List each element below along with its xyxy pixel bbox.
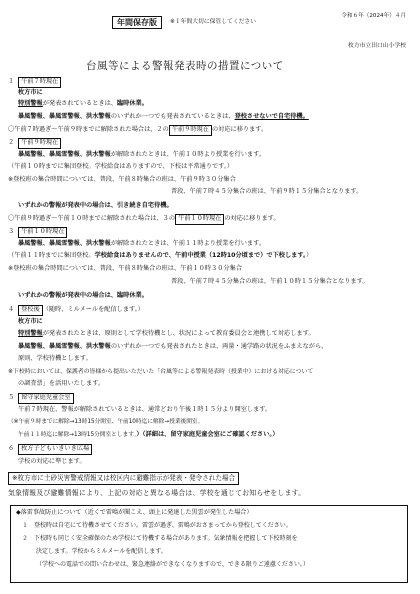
time-label: 留守家庭児童会室: [18, 393, 74, 404]
time-label: 枚方子どもいきいき広場: [18, 444, 92, 455]
s3-line-2: （午前１１時までに集団登校。学校給食はありませんので、午前中授業（12時10分頃まで）で下校します。）: [8, 252, 313, 259]
weather-notice: 気象情報及び避難情報により、上記の対応と異なる場合は、学校を通じてお知らせをします。: [8, 489, 306, 497]
s6-line-1: 学校の対応に準じます。: [18, 458, 86, 465]
s4-line-3: 原則、学校待機とします。: [18, 355, 92, 362]
lightning-item-3: 決定します。学校からミルメールを配信します。: [36, 548, 167, 555]
section-number: １: [8, 78, 15, 85]
section-3-heading: ３ 午前１０時現在: [8, 227, 67, 238]
s3-line-1: 暴風警報、暴風雪警報、洪水警報が解除されたときは、午前１１時より授業を行います。: [18, 240, 266, 247]
section-5-heading: ５ 留守家庭児童会室: [8, 393, 74, 404]
section-2-heading: ２ 午前９時現在: [8, 138, 61, 149]
s2-line-4: 普段、午前７時４５分集合の班は、午前９時１５分集合となります。: [171, 188, 363, 195]
section-1-heading: [8, 77, 61, 88]
s3-line-5: いずれかの警報が発表中の場合は、臨時休業。: [18, 292, 148, 299]
s4-line-1: 特別警報が発表されたときは、原則として学校待機とし、状況によって教育委員会と連携して対応します。: [18, 330, 315, 337]
s3-line-4: 普段、午前７時４５分集合の班は、午前１０時１５分集合となります。: [171, 278, 369, 285]
annual-stamp: 年間保存版: [112, 16, 162, 29]
time-label: 午前７時現在: [18, 77, 61, 88]
lightning-item-4: （学校への電話での問い合わせは、緊急連絡ができなくなりますので、できる限りご遠慮ください。）: [36, 561, 309, 568]
s1-line-2: 暴風警報、暴風雪警報、洪水警報のいずれか一つでも発表されているときは、登校させないで自宅待機。: [18, 113, 309, 120]
school-name: 枚方市立田口山小学校: [348, 43, 406, 49]
s2-line-2: （午前１０時までに集団登校。学校給食はありますので、下校は平常通りです。）: [8, 163, 234, 170]
s4-line-5: の調査票」を活用いたします。: [18, 380, 105, 387]
s2-line-5: いずれかの警報が発表中の場合は、引き続き自宅待機。: [18, 202, 173, 209]
s2-line-6: 〇午前９時過ぎ～午前１０時までに解除された場合は、３の 午前１０時現在 の対応に移ります。: [8, 214, 280, 225]
target-area: 枚方市に: [18, 318, 43, 325]
s4-line-2: 暴風警報、暴風雪警報、洪水警報のいずれか一つでも発表されたときは、両量・通学路の状況をふまえながら、: [18, 343, 328, 350]
time-label: 午前１０時現在: [18, 227, 67, 238]
s2-line-1: 暴風警報、暴風雪警報、洪水警報が解除されたときは、午前１０時より授業を行います。: [18, 151, 266, 158]
s1-line-1: 特別警報が発表されているときは、臨時休業。: [18, 100, 148, 107]
s5-line-2: （※午前９時までに解除→13時15分開室、午前10時迄に解除→授業後開室。: [8, 419, 204, 425]
evacuation-notice: ※枚方市に土砂災害警戒情報又は校区内に避難指示が発表・発令された場合: [8, 472, 239, 485]
time-label: 登校後: [18, 305, 43, 316]
stamp-note: ※１年間大切に保管してください: [170, 19, 257, 25]
page-title: 台風等による警報発表時の措置について: [86, 60, 284, 72]
issue-date: 令和６年（2024年）４月: [341, 13, 406, 19]
lightning-item-2: ２ 下校時も同じく安全確保のため学校にて待機する場合があります。気象情報を把握して下校時刻を: [22, 535, 298, 542]
s3-line-3: ※登校班の集合時間については、普段、午前８時集合の班は、午前１０時３０分集合: [8, 265, 242, 272]
time-label: 午前９時現在: [18, 138, 61, 149]
lightning-item-1: １ 登校時は自宅にて待機させてください。雷雲が過ぎ、雷鳴がおさまってから登校してください。: [22, 522, 292, 529]
lightning-title: ◆落雷事故防止について（近くで雷鳴が聞こえ、頭上に発達した黒雲が発生した場合）: [16, 509, 253, 516]
s5-line-1: 午前７時現在、警報が解除されているときは、通常どおり午後１時１５分より開室します。: [18, 406, 272, 413]
s4-line-4: ※下校時においては、保護者の皆様から提出いただいた「台風等による警報発表時（授業中）における対応について: [8, 369, 314, 375]
target-area: 枚方市に: [18, 89, 43, 96]
section-4-heading: ４ 登校後 （随時、ミルメールを配信します。）: [8, 305, 144, 316]
section-6-heading: ６ 枚方子どもいきいき広場: [8, 444, 92, 455]
s5-line-3: 午前１１時迄に解除→13時15分開室とします。）（詳細は、留守家庭児童会室にご確認ください。）: [18, 431, 279, 438]
s1-line-3: 〇午前７時過ぎ～午前９時までに解除された場合は、２の 午前９時現在 の対応に移ります。: [8, 125, 267, 136]
s2-line-3: ※登校班の集合時間については、普段、午前８時集合の班は、午前９時３０分集合: [8, 176, 236, 183]
